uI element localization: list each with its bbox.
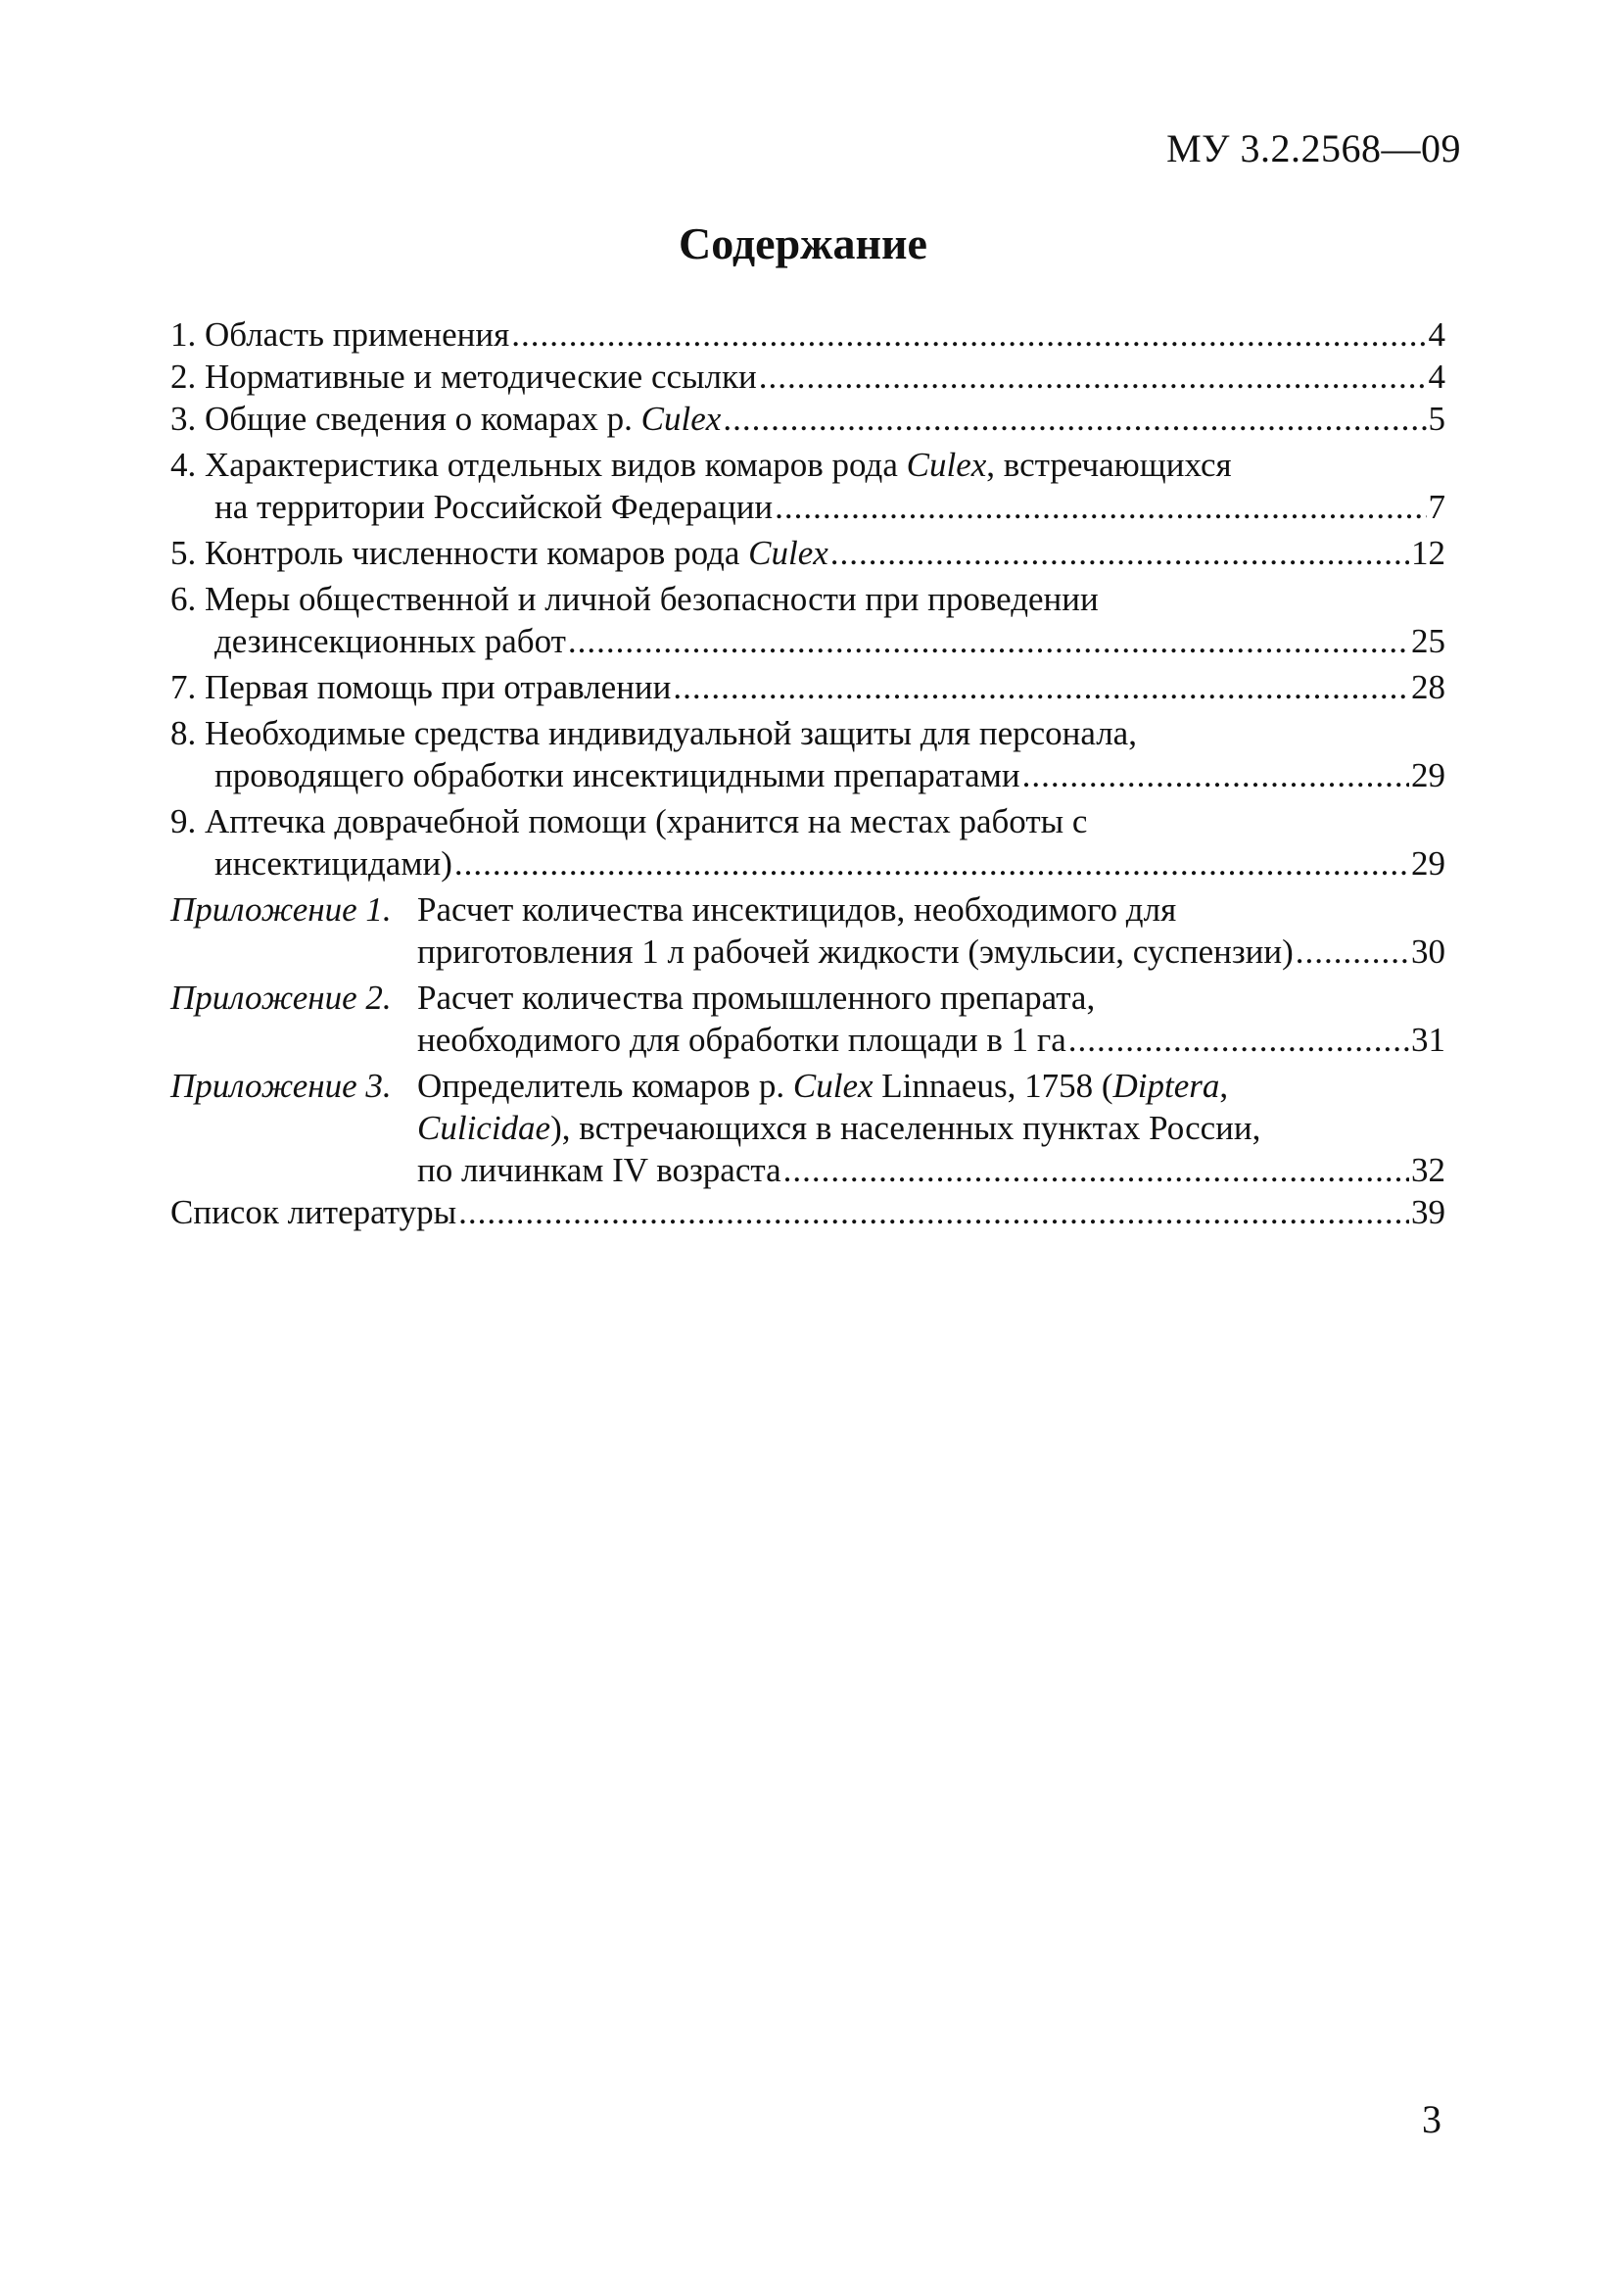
toc-page-number: 32 <box>1411 1151 1445 1189</box>
toc-entry-2[interactable]: 2. Нормативные и методические ссылки ..... 4 <box>170 356 1445 398</box>
toc-entry-5[interactable]: 5. Контроль численности комаров рода Culex ..... 12 <box>170 532 1445 574</box>
toc-appendix-3[interactable]: Приложение 3. Определитель комаров р. Culex Linnaeus, 1758 (Diptera, Culicidae), встречающихся в населенных пунктах России, по личинкам IV возраста ..... 32 <box>170 1065 1445 1191</box>
appendix-label: Приложение 3. <box>170 1067 392 1105</box>
appendix-label: Приложение 2. <box>170 979 392 1017</box>
toc-page-number: 39 <box>1411 1193 1445 1231</box>
toc-leader-dots <box>1022 754 1409 796</box>
toc-page-number: 4 <box>1428 315 1445 354</box>
toc-leader-dots <box>1068 1019 1409 1061</box>
toc-leader-dots <box>783 1149 1409 1191</box>
page-number: 3 <box>1422 2097 1441 2141</box>
toc-references[interactable]: Список литературы ..... 39 <box>170 1191 1445 1233</box>
toc-page-number: 29 <box>1411 756 1445 794</box>
toc-entry-6[interactable]: 6. Меры общественной и личной безопасности при проведении дезинсекционных работ ..... 25 <box>170 578 1445 662</box>
toc-page-number: 25 <box>1411 622 1445 660</box>
toc-leader-dots <box>458 1191 1409 1233</box>
toc-page-number: 31 <box>1411 1021 1445 1059</box>
toc-appendix-1[interactable]: Приложение 1. Расчет количества инсектицидов, необходимого для приготовления 1 л рабочей жидкости (эмульсии, суспензии) ..... 30 <box>170 888 1445 973</box>
toc-page-number: 30 <box>1411 933 1445 971</box>
document-code: МУ 3.2.2568—09 <box>1166 126 1461 170</box>
toc-leader-dots <box>830 532 1409 574</box>
toc-entry-3[interactable]: 3. Общие сведения о комарах р. Culex ..... 5 <box>170 398 1445 440</box>
toc-leader-dots <box>454 842 1409 885</box>
appendix-label: Приложение 1. <box>170 890 392 929</box>
toc-entry-7[interactable]: 7. Первая помощь при отравлении ..... 28 <box>170 666 1445 708</box>
toc-leader-dots <box>759 356 1427 398</box>
toc-entry-9[interactable]: 9. Аптечка доврачебной помощи (хранится на местах работы с инсектицидами) ..... 29 <box>170 800 1445 885</box>
toc-leader-dots <box>511 313 1426 356</box>
toc-page-number: 28 <box>1411 668 1445 706</box>
toc-page-number: 5 <box>1428 400 1445 438</box>
toc-leader-dots <box>775 486 1426 528</box>
toc-page-number: 7 <box>1428 488 1445 526</box>
toc-entry-4[interactable]: 4. Характеристика отдельных видов комаров рода Culex, встречающихся на территории Российской Федерации ..... 7 <box>170 444 1445 528</box>
toc-leader-dots <box>1296 931 1409 973</box>
toc-appendix-2[interactable]: Приложение 2. Расчет количества промышленного препарата, необходимого для обработки площади в 1 га ..... 31 <box>170 977 1445 1061</box>
toc-title: Содержание <box>679 218 927 268</box>
toc-leader-dots <box>568 620 1409 662</box>
toc-page-number: 12 <box>1411 534 1445 572</box>
toc-leader-dots <box>723 398 1426 440</box>
table-of-contents <box>170 313 1445 1233</box>
toc-entry-8[interactable]: 8. Необходимые средства индивидуальной защиты для персонала, проводящего обработки инсектицидными препаратами ..... 29 <box>170 712 1445 796</box>
toc-entry-1[interactable]: 1. Область применения ..... 4 <box>170 313 1445 356</box>
toc-leader-dots <box>673 666 1409 708</box>
toc-page-number: 4 <box>1428 358 1445 396</box>
toc-page-number: 29 <box>1411 844 1445 883</box>
